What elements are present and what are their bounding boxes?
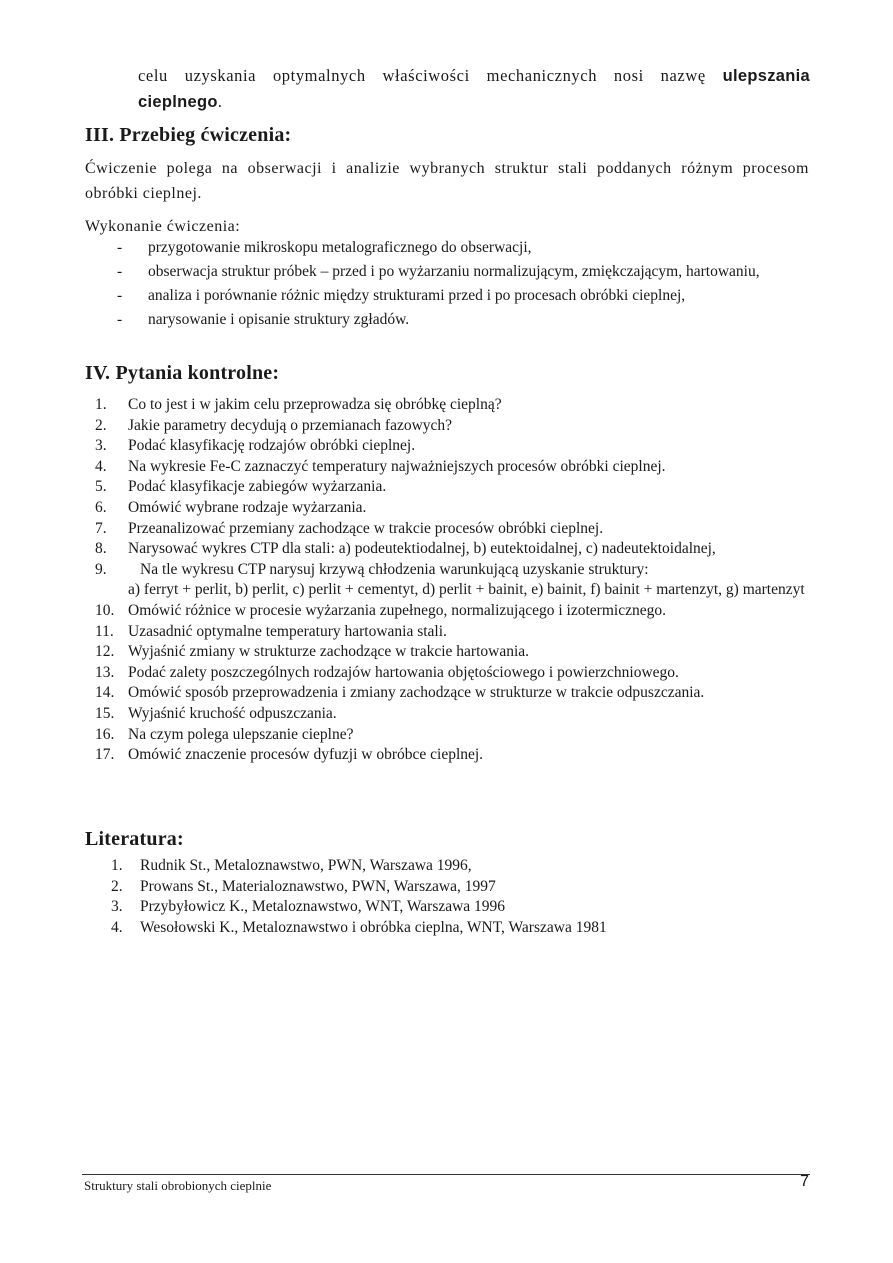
item-number: 2.: [111, 877, 123, 895]
item-number: 9.: [95, 560, 107, 578]
item-number: 14.: [95, 684, 115, 702]
literature-heading: Literatura:: [85, 828, 184, 850]
item-number: 8.: [95, 540, 107, 558]
dash-bullet: -: [117, 287, 123, 304]
item-text: Na czym polega ulepszanie cieplne?: [128, 725, 354, 743]
list-item: [85, 897, 809, 918]
item-number: 1.: [95, 396, 107, 413]
continuation-end: .: [217, 92, 223, 111]
section4-heading: IV. Pytania kontrolne:: [85, 362, 280, 384]
item-number: 2.: [95, 416, 107, 434]
list-item: [85, 395, 809, 416]
list-item: [85, 622, 809, 643]
item-text: Omówić różnice w procesie wyżarzania zupełnego, normalizującego i izotermicznego.: [128, 601, 666, 619]
list-item: [85, 601, 809, 622]
section3-heading: III. Przebieg ćwiczenia:: [85, 124, 292, 146]
step-text: analiza i porównanie różnic między strukturami przed i po procesach obróbki cieplnej,: [148, 287, 686, 304]
item-number: 3.: [95, 437, 107, 455]
item-number: 13.: [95, 663, 115, 681]
list-item: [85, 416, 809, 437]
list-item: [85, 877, 809, 898]
item-text: Wesołowski K., Metaloznawstwo i obróbka cieplna, WNT, Warszawa 1981: [140, 918, 607, 936]
item-text: Co to jest i w jakim celu przeprowadza się obróbkę cieplną?: [128, 396, 502, 413]
item-number: 1.: [111, 857, 123, 874]
step-text: obserwacja struktur próbek – przed i po wyżarzaniu normalizującym, zmiękczającym, hartowaniu,: [148, 263, 760, 280]
item-text: Omówić sposób przeprowadzenia i zmiany zachodzące w strukturze w trakcie odpuszczania.: [128, 684, 705, 702]
item-text: Na tle wykresu CTP narysuj krzywą chłodzenia warunkującą uzyskanie struktury:: [140, 560, 649, 578]
item-number: 10.: [95, 601, 115, 619]
step-text: przygotowanie mikroskopu metalograficznego do obserwacji,: [148, 239, 532, 256]
item-text: Jakie parametry decydują o przemianach fazowych?: [128, 416, 453, 434]
list-item: [85, 309, 809, 331]
item-number: 4.: [95, 457, 107, 475]
list-item: [85, 725, 809, 746]
list-item: [85, 457, 809, 478]
list-item: [85, 237, 809, 259]
item-number: 11.: [95, 622, 114, 640]
item-number: 7.: [95, 519, 107, 537]
item-number: 12.: [95, 643, 115, 661]
item-number: 5.: [95, 478, 107, 496]
bold-term: ulepszania cieplnego: [138, 67, 810, 111]
item-text: Rudnik St., Metaloznawstwo, PWN, Warszawa 1996,: [140, 857, 472, 874]
section3-intro: Ćwiczenie polega na obserwacji i analizie wybranych struktur stali poddanych różnym procesom obróbki cieplnej.: [85, 160, 809, 202]
list-item: [85, 856, 809, 877]
list-item: [85, 918, 809, 939]
list-item: [85, 642, 809, 663]
item-number: 6.: [95, 498, 107, 516]
footer-divider: [82, 1174, 810, 1175]
item-number: 17.: [95, 746, 115, 764]
list-item: [85, 745, 809, 766]
item-text: Podać zalety poszczególnych rodzajów hartowania objętościowego i powierzchniowego.: [128, 663, 679, 681]
item-text: Omówić znaczenie procesów dyfuzji w obróbce cieplnej.: [128, 746, 484, 764]
item-text: Prowans St., Materialoznawstwo, PWN, Warszawa, 1997: [140, 877, 496, 895]
item-number: 15.: [95, 704, 115, 722]
item-text: Na wykresie Fe-C zaznaczyć temperatury najważniejszych procesów obróbki cieplnej.: [128, 457, 666, 475]
item-number: 3.: [111, 898, 123, 915]
footer-title: Struktury stali obrobionych cieplnie: [84, 1178, 272, 1193]
list-item: [85, 519, 809, 540]
steps-list: [85, 237, 809, 333]
item-text: Omówić wybrane rodzaje wyżarzania.: [128, 498, 367, 516]
list-item: [85, 436, 809, 457]
item-text: Podać klasyfikację rodzajów obróbki cieplnej.: [128, 437, 416, 455]
item-text: Uzasadnić optymalne temperatury hartowania stali.: [128, 622, 447, 640]
list-item: [85, 663, 809, 684]
list-item: [85, 560, 809, 601]
step-text: narysowanie i opisanie struktury zgładów.: [148, 311, 410, 328]
literature-list: [85, 856, 809, 938]
continuation-paragraph: [138, 63, 810, 115]
dash-bullet: -: [117, 239, 123, 256]
list-item: [85, 261, 809, 283]
list-item: [85, 285, 809, 307]
item-text: Podać klasyfikacje zabiegów wyżarzania.: [128, 478, 387, 496]
list-item: [85, 704, 809, 725]
list-item: [85, 683, 809, 704]
item-text: Wyjaśnić zmiany w strukturze zachodzące w trakcie hartowania.: [128, 643, 530, 661]
item-text: Przeanalizować przemiany zachodzące w trakcie procesów obróbki cieplnej.: [128, 519, 604, 537]
item-subtext: a) ferryt + perlit, b) perlit, c) perlit + cementyt, d) perlit + bainit, e) bainit, f) bainit + martenzyt, g) martenzyt: [128, 581, 805, 599]
continuation-text: celu uzyskania optymalnych właściwości mechanicznych nosi nazwę: [138, 66, 723, 85]
item-number: 4.: [111, 918, 123, 936]
item-text: Narysować wykres CTP dla stali: a) podeutektiodalnej, b) eutektoidalnej, c) nadeutektoidalnej,: [128, 540, 716, 558]
item-number: 16.: [95, 725, 115, 743]
dash-bullet: -: [117, 311, 123, 328]
dash-bullet: -: [117, 263, 123, 280]
steps-title: Wykonanie ćwiczenia:: [85, 218, 241, 235]
list-item: [85, 477, 809, 498]
list-item: [85, 498, 809, 519]
questions-list: [85, 395, 809, 766]
item-text: Wyjaśnić kruchość odpuszczania.: [128, 704, 337, 722]
list-item: [85, 539, 809, 560]
item-text: Przybyłowicz K., Metaloznawstwo, WNT, Warszawa 1996: [140, 898, 506, 915]
page-number: 7: [800, 1173, 809, 1190]
